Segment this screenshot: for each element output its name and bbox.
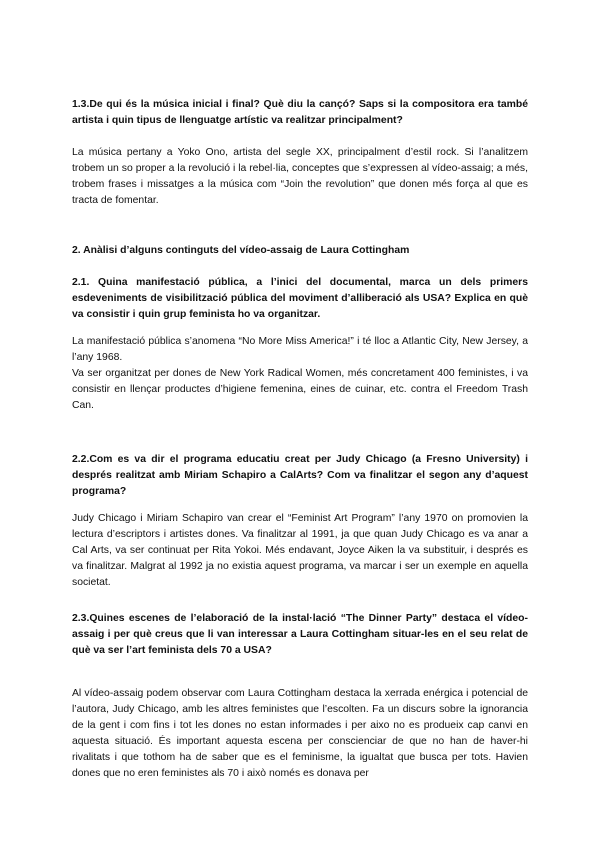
question-2-1: 2.1. Quina manifestació pública, a l’inici del documental, marca un dels primers esdeveniments de visibilització pública del moviment d’alliberació als USA? Explica en què va consistir i quin grup feminista ho va organitzar. xyxy=(72,277,528,320)
answer-1-3: La música pertany a Yoko Ono, artista del segle XX, principalment d’estil rock. Si l’analitzem trobem un so proper a la revolució i la rebel·lia, conceptes que s’expressen al vídeo-assaig; a més, trobem frases i missatges a la música com “Join the revolution” que donen més força al que es tracta de fomentar. xyxy=(72,147,528,206)
answer-2-1-paragraph-1: La manifestació pública s’anomena “No More Miss America!” i té lloc a Atlantic City, New Jersey, a l’any 1968. xyxy=(72,336,528,363)
answer-2-1 xyxy=(72,334,528,414)
section-2-heading: 2. Anàlisi d’alguns continguts del vídeo-assaig de Laura Cottingham xyxy=(72,245,410,256)
question-1-3: 1.3.De qui és la música inicial i final? Què diu la cançó? Saps si la compositora era també artista i quin tipus de llenguatge artístic va realitzar principalment? xyxy=(72,99,528,126)
question-2-3: 2.3.Quines escenes de l’elaboració de la instal·lació “The Dinner Party” destaca el vídeo-assaig i per què creus que li van interessar a Laura Cottingham situar-les en el seu relat de què va ser l’art feminista dels 70 a USA? xyxy=(72,613,528,656)
question-2-2: 2.2.Com es va dir el programa educatiu creat per Judy Chicago (a Fresno University) i després realitzat amb Miriam Schapiro a CalArts? Com va finalitzar el segon any d’aquest programa? xyxy=(72,454,528,497)
answer-2-3: Al vídeo-assaig podem observar com Laura Cottingham destaca la xerrada enérgica i potencial de l’autora, Judy Chicago, amb les altres feministes que l’escolten. Fa un discurs sobre la ignorancia de la gent i com fins i tot les dones no estan informades i per aixo no es produeix cap canvi en aquesta situació. És important aquesta escena per conscienciar de que no han de haver-hi rivalitats i que tothom ha de saber que es el feminisme, la igualtat que busca per tots. Havien dones que no eren feministes als 70 i això només es donava per xyxy=(72,688,528,779)
answer-2-2: Judy Chicago i Miriam Schapiro van crear el “Feminist Art Program” l’any 1970 on promovien la lectura d’escriptors i artistes dones. Va finalitzar al 1991, ja que quan Judy Chicago es va anar a Cal Arts, va ser continuat per Rita Yokoi. Més endavant, Joyce Aiken la va substituir, i després es va finalitzar. Malgrat al 1992 ja no existia aquest programa, va marcar i ser un exemple en aquella societat. xyxy=(72,513,528,588)
answer-2-1-paragraph-2: Va ser organitzat per dones de New York Radical Women, més concretament 400 feministes, i va consistir en llençar productes d’higiene femenina, eines de cuinar, etc. contra el Freedom Trash Can. xyxy=(72,368,528,411)
